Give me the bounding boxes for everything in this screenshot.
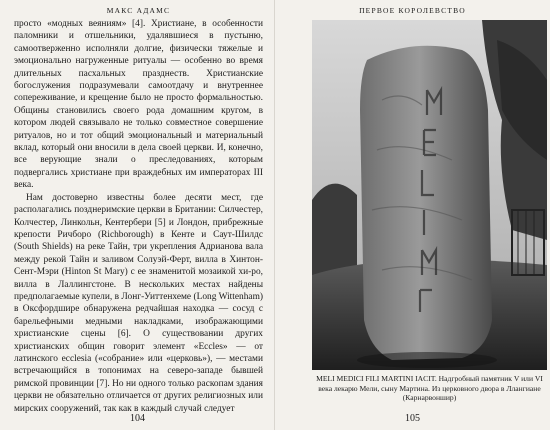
- stone-photo-graphic: [312, 20, 547, 370]
- photo-caption: [312, 374, 547, 403]
- caption-title: MELI MEDICI FILI MARTINI IACIT.: [316, 374, 437, 383]
- running-header-title: ПЕРВОЕ КОРОЛЕВСТВО: [359, 6, 466, 15]
- paragraph-1: просто «модных веяниям» [4]. Христиане, в особенности паломники и отшельники, удалявшиеся в пустыню, самоотверженно исполняли долгие, физически тяжелые и эмоционально нагруженные ритуалы — особенно во время длительных пасхальных празднеств. Христианские богослужения подразумевали самоотдачу и внутреннее сопереживание, и крещение было не просто формальностью. Общины становились своего рода домашним кругом, в котором людей связывало не только совместное совершение ритуалов, но и тот общий эмоциональный и материальный вклад, который они вносили в дела своей церкви. И, конечно, все верующие знали о преследованиях, которым подвергались христиане при враждебных им императорах III века.: [14, 19, 263, 191]
- right-page: [275, 0, 550, 430]
- body-text: [14, 18, 263, 415]
- paragraph-2: Нам достоверно известны более десяти мест, где располагались позднеримские церкви в Британии: Силчестер, Колчестер, Линкольн, Кентербери [5] и Лондон, прибрежные крепости Ричборо (Richborough) в Кенте и Саут-Шилдс (South Shields) на реке Тайн, три укрепления Адрианова вала между рекой Тайн и заливом Солуэй-Ферт, вилла в Хинтон-Сент-Мэри (Hinton St Mary) с ее знаменитой мозаикой хи-ро, вилла в Лаллингстоне. В нескольких местах найдены предполагаемые купели, в Лонг-Уиттенхеме (Long Wittenham) в Оксфордшире обнаружена редчайшая находка — сосуд с барельефными медными накладками, изображающими христианские сцены [6]. О существовании других христианских общин говорит элемент «Eccles» — от латинского ecclesia («собрание» или «церковь»), — местами встречающийся в топонимах на северо-западе бывшей римской провинции [7]. Но ни одного только раскопам здания церкви не обязательно отличается от других религиозных или мирских сооружений, так как в каждый случай следует: [14, 192, 263, 414]
- caption-text: Надгробный памятник V или VI века лекарю Мели, сыну Мартина. Из церковного двора в Ллангиане (Карнарвоншир): [318, 374, 543, 403]
- running-header-author: МАКС АДАМС: [106, 6, 171, 15]
- stone-monument-photo: [312, 20, 547, 370]
- page-number-left: 104: [130, 413, 145, 424]
- page-number-right: 105: [405, 413, 420, 424]
